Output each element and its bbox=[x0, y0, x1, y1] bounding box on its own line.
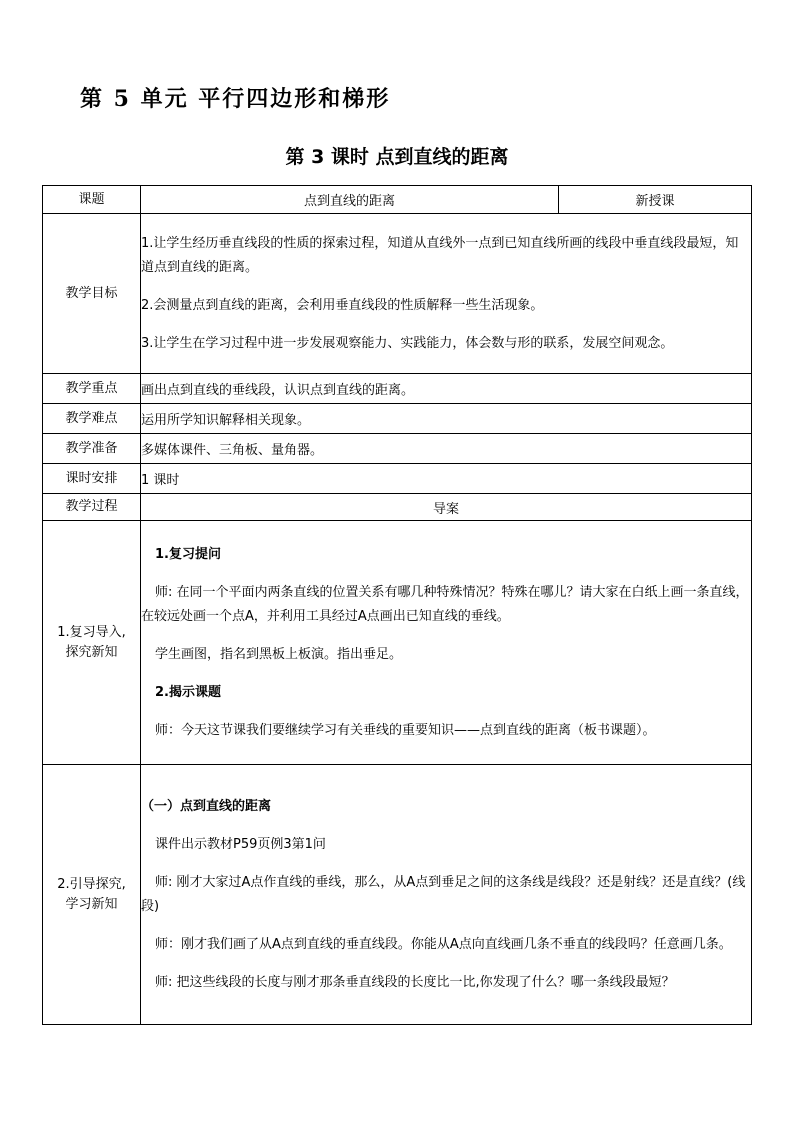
lesson-plan-table bbox=[42, 185, 752, 1025]
section1-heading: 1.复习提问 bbox=[155, 546, 221, 562]
section2-label-line: 学习新知 bbox=[65, 896, 118, 912]
objective-item: 3.让学生在学习过程中进一步发展观察能力、实践能力，体会数与形的联系，发展空间观念。 bbox=[141, 335, 674, 351]
schedule-value: 1 课时 bbox=[141, 464, 752, 494]
objective-item: 1.让学生经历垂直线段的性质的探索过程，知道从直线外一点到已知直线所画的线段中垂直线段最短，知道点到直线的距离。 bbox=[141, 235, 739, 275]
topic-value: 点到直线的距离 bbox=[141, 186, 559, 214]
row-topic bbox=[43, 186, 752, 214]
section1-heading: 2.揭示课题 bbox=[155, 684, 221, 700]
key-label: 教学重点 bbox=[43, 374, 141, 404]
row-preparation bbox=[43, 434, 752, 464]
guide-label: 导案 bbox=[141, 494, 752, 521]
section2-paragraph: 课件出示教材P59页例3第1问 bbox=[155, 836, 326, 852]
section2-paragraph: 师: 刚才大家过A点作直线的垂线，那么，从A点到垂足之间的这条线是线段？还是射线？还是直线？(线段) bbox=[141, 874, 746, 914]
difficulty-label: 教学难点 bbox=[43, 404, 141, 434]
section1-paragraph: 学生画图，指名到黑板上板演。指出垂足。 bbox=[155, 646, 403, 662]
key-value: 画出点到直线的垂线段，认识点到直线的距离。 bbox=[141, 374, 752, 404]
row-process bbox=[43, 494, 752, 521]
objectives-label: 教学目标 bbox=[43, 214, 141, 374]
section1-content bbox=[141, 521, 752, 765]
section2-paragraph: 师: 把这些线段的长度与刚才那条垂直线段的长度比一比,你发现了什么？哪一条线段最短？ bbox=[155, 974, 675, 990]
unit-title: 第 5 单元 平行四边形和梯形 bbox=[80, 86, 391, 112]
topic-label: 课题 bbox=[43, 186, 141, 214]
process-label: 教学过程 bbox=[43, 494, 141, 521]
section1-label-line: 探究新知 bbox=[65, 644, 118, 660]
objectives-cell bbox=[141, 214, 752, 374]
schedule-label: 课时安排 bbox=[43, 464, 141, 494]
row-section-2 bbox=[43, 765, 752, 1025]
row-difficulty bbox=[43, 404, 752, 434]
difficulty-value: 运用所学知识解释相关现象。 bbox=[141, 404, 752, 434]
section2-label-line: 2.引导探究, bbox=[57, 876, 126, 892]
lesson-type: 新授课 bbox=[559, 186, 752, 214]
section2-label bbox=[43, 765, 141, 1025]
prep-label: 教学准备 bbox=[43, 434, 141, 464]
row-objectives bbox=[43, 214, 752, 374]
section1-paragraph: 师: 在同一个平面内两条直线的位置关系有哪几种特殊情况？特殊在哪儿？请大家在白纸上画一条直线，在较远处画一个点A，并利用工具经过A点画出已知直线的垂线。 bbox=[141, 584, 749, 624]
section2-paragraph: 师：刚才我们画了从A点到直线的垂直线段。你能从A点向直线画几条不垂直的线段吗？任意画几条。 bbox=[155, 936, 732, 952]
section1-label bbox=[43, 521, 141, 765]
section1-paragraph: 师：今天这节课我们要继续学习有关垂线的重要知识——点到直线的距离（板书课题）。 bbox=[155, 722, 656, 738]
row-key-points bbox=[43, 374, 752, 404]
row-schedule bbox=[43, 464, 752, 494]
prep-value: 多媒体课件、三角板、量角器。 bbox=[141, 434, 752, 464]
section2-content bbox=[141, 765, 752, 1025]
objective-item: 2.会测量点到直线的距离，会利用垂直线段的性质解释一些生活现象。 bbox=[141, 297, 544, 313]
row-section-1 bbox=[43, 521, 752, 765]
lesson-title: 第 3 课时 点到直线的距离 bbox=[285, 146, 509, 168]
section2-heading: （一）点到直线的距离 bbox=[141, 798, 272, 814]
section1-label-line: 1.复习导入, bbox=[57, 624, 126, 640]
